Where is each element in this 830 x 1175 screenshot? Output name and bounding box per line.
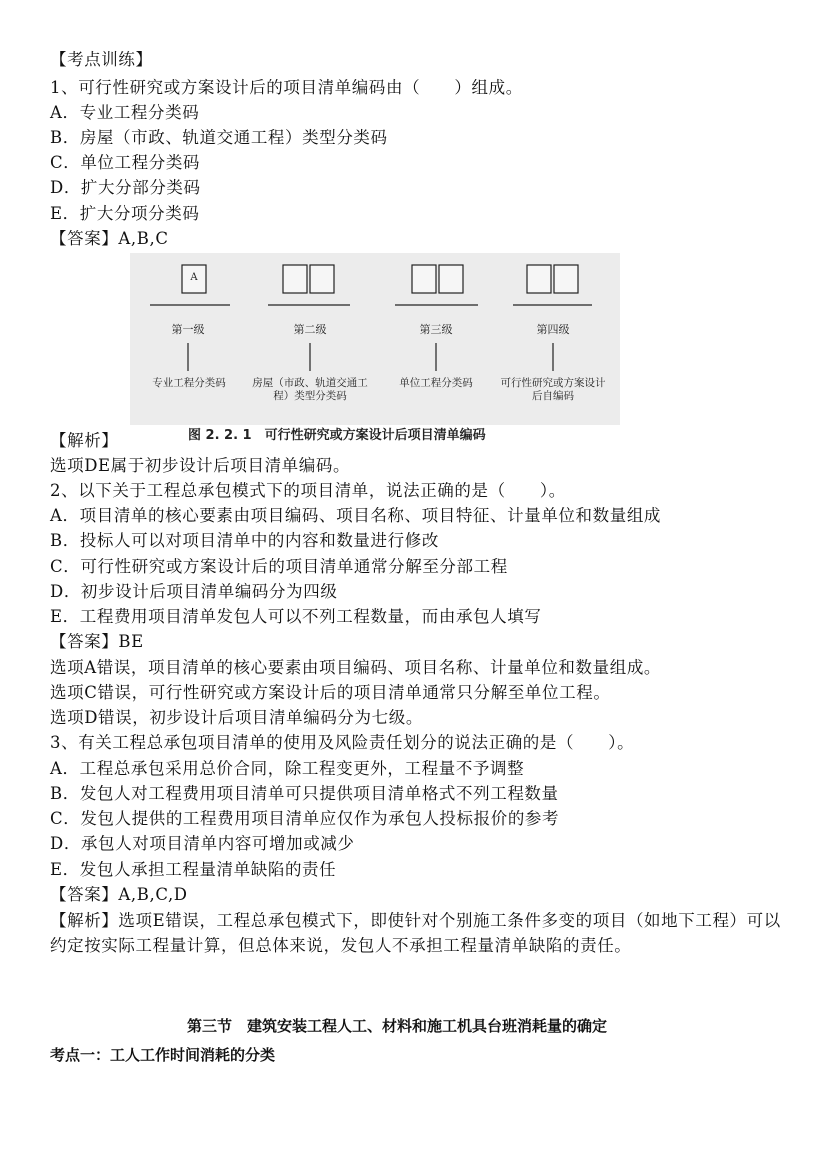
q3-stem: 3、有关工程总承包项目清单的使用及风险责任划分的说法正确的是（ ）。 <box>50 733 635 752</box>
q1-option-a: A．专业工程分类码 <box>50 103 200 122</box>
section-title: 【考点训练】 <box>50 50 153 69</box>
level-1-label: 第一级 <box>171 323 205 336</box>
q1-option-e: E．扩大分项分类码 <box>50 204 200 223</box>
encoding-figure <box>130 253 620 425</box>
q1-option-b: B．房屋（市政、轨道交通工程）类型分类码 <box>50 128 388 147</box>
q1-option-d: D．扩大分部分类码 <box>50 178 201 197</box>
level-1-desc: 专业工程分类码 <box>152 377 226 389</box>
code-box-4b <box>554 265 578 293</box>
code-box-3b <box>439 265 463 293</box>
code-box-2b <box>310 265 334 293</box>
point-1-title: 考点一：工人工作时间消耗的分类 <box>50 1046 276 1064</box>
q1-stem: 1、可行性研究或方案设计后的项目清单编码由（ ）组成。 <box>50 78 523 97</box>
q3-option-d: D．承包人对项目清单内容可增加或减少 <box>50 834 355 853</box>
q2-analysis-c: 选项C错误，可行性研究或方案设计后的项目清单通常只分解至单位工程。 <box>50 683 611 702</box>
q2-option-e: E．工程费用项目清单发包人可以不列工程数量，而由承包人填写 <box>50 607 542 626</box>
figure-caption: 图 2. 2. 1 可行性研究或方案设计后项目清单编码 <box>188 428 486 443</box>
code-box-label: A <box>190 272 198 283</box>
q2-stem: 2、以下关于工程总承包模式下的项目清单，说法正确的是（ ）。 <box>50 481 566 500</box>
q2-answer: 【答案】BE <box>50 632 144 651</box>
q3-answer: 【答案】A,B,C,D <box>50 885 188 904</box>
q3-analysis: 【解析】选项E错误，工程总承包模式下，即使针对个别施工条件多变的项目（如地下工程）可以约定按实际工程量计算，但总体来说，发包人不承担工程量清单缺陷的责任。 <box>50 911 781 955</box>
q1-option-c: C．单位工程分类码 <box>50 153 201 172</box>
level-4-desc: 可行性研究或方案设计后自编码 <box>500 377 606 402</box>
q2-option-a: A．项目清单的核心要素由项目编码、项目名称、项目特征、计量单位和数量组成 <box>50 506 662 525</box>
q3-option-e: E．发包人承担工程量清单缺陷的责任 <box>50 860 337 879</box>
code-box-2a <box>283 265 307 293</box>
q1-answer: 【答案】A,B,C <box>50 229 169 248</box>
q3-option-c: C．发包人提供的工程费用项目清单应仅作为承包人投标报价的参考 <box>50 809 560 828</box>
q2-option-c: C．可行性研究或方案设计后的项目清单通常分解至分部工程 <box>50 557 508 576</box>
q2-option-b: B．投标人可以对项目清单中的内容和数量进行修改 <box>50 531 439 550</box>
q2-analysis-a: 选项A错误，项目清单的核心要素由项目编码、项目名称、计量单位和数量组成。 <box>50 658 662 677</box>
q1-analysis: 选项DE属于初步设计后项目清单编码。 <box>50 456 351 475</box>
level-3-desc: 单位工程分类码 <box>399 377 473 389</box>
level-2-desc: 房屋（市政、轨道交通工程）类型分类码 <box>252 377 368 402</box>
q2-analysis-d: 选项D错误，初步设计后项目清单编码分为七级。 <box>50 708 423 727</box>
code-box-4a <box>527 265 551 293</box>
level-3-label: 第三级 <box>419 323 453 336</box>
level-4-label: 第四级 <box>536 323 570 336</box>
code-box-3a <box>412 265 436 293</box>
level-2-label: 第二级 <box>293 323 327 336</box>
q1-analysis-label: 【解析】 <box>50 431 119 450</box>
q3-option-b: B．发包人对工程费用项目清单可只提供项目清单格式不列工程数量 <box>50 784 559 803</box>
q3-option-a: A．工程总承包采用总价合同，除工程变更外，工程量不予调整 <box>50 759 525 778</box>
q2-option-d: D．初步设计后项目清单编码分为四级 <box>50 582 338 601</box>
section-3-title: 第三节 建筑安装工程人工、材料和施工机具台班消耗量的确定 <box>187 1017 608 1035</box>
